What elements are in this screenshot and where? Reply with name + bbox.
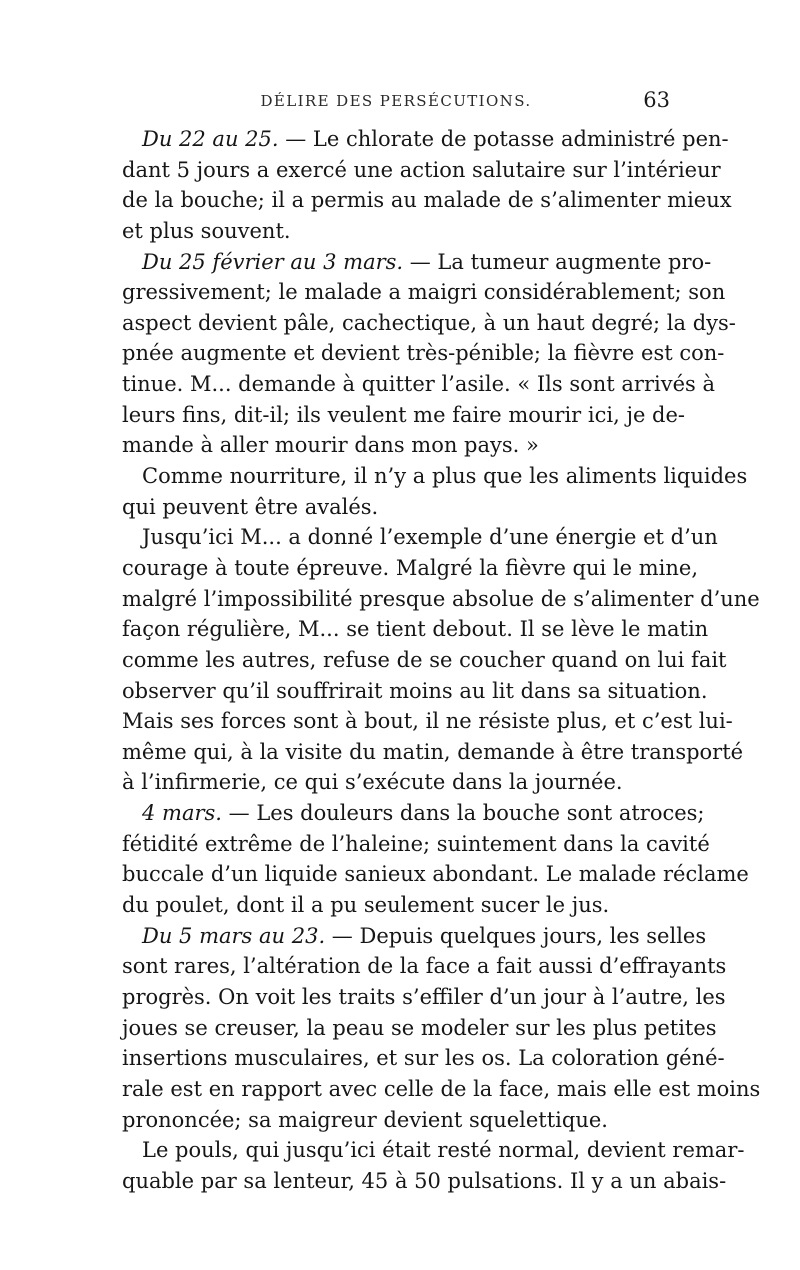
entry-date: Du 22 au 25. <box>142 127 279 151</box>
text-line <box>122 706 733 737</box>
line-text: dant 5 jours a exercé une action salutaire sur l’intérieur <box>122 157 721 182</box>
line-text: gressivement; le malade a maigri considérablement; son <box>122 280 726 305</box>
line-text: fétidité extrême de l’haleine; suintement dans la cavité <box>122 831 710 856</box>
text-line <box>122 308 736 339</box>
line-text: Comme nourriture, il n’y a plus que les aliments liquides <box>142 464 748 489</box>
entry-date: 4 mars. <box>142 801 222 826</box>
line-text: tinue. M... demande à quitter l’asile. « Ils sont arrivés à <box>122 372 715 397</box>
line-text: leurs fins, dit-il; ils veulent me faire mourir ici, je de- <box>122 402 686 427</box>
text-line <box>122 124 729 155</box>
text-line <box>122 247 712 278</box>
text-line <box>122 185 732 216</box>
text-line <box>122 338 725 369</box>
line-text: — Les douleurs dans la bouche sont atroces; <box>221 801 705 826</box>
text-line <box>122 921 707 952</box>
text-line <box>122 737 744 768</box>
text-line <box>122 277 726 308</box>
entry-date: Du 5 mars au 23. <box>142 923 326 948</box>
text-line <box>122 584 760 615</box>
line-text: de la bouche; il a permis au malade de s’alimenter mieux <box>122 188 732 213</box>
line-text: façon régulière, M... se tient debout. Il se lève le matin <box>122 617 709 642</box>
text-line <box>122 400 686 431</box>
line-text: aspect devient pâle, cachectique, à un haut degré; la dys- <box>122 310 736 335</box>
line-text: progrès. On voit les traits s’effiler d’un jour à l’autre, les <box>122 984 726 1009</box>
text-line <box>122 982 726 1013</box>
line-text: sont rares, l’altération de la face a fait aussi d’effrayants <box>122 954 727 979</box>
text-line <box>122 1013 717 1044</box>
line-text: Le pouls, qui jusqu’ici était resté normal, devient remar- <box>142 1138 745 1163</box>
text-line <box>122 216 670 247</box>
text-line <box>122 829 710 860</box>
text-line <box>122 859 749 890</box>
text-line <box>122 155 721 186</box>
text-line <box>122 1043 725 1074</box>
text-line <box>122 1074 761 1105</box>
line-text: malgré l’impossibilité presque absolue de s’alimenter d’une <box>122 586 760 611</box>
line-text: quable par sa lenteur, 45 à 50 pulsations. Il y a un abais- <box>122 1168 727 1193</box>
text-line <box>122 522 718 553</box>
line-text: — Depuis quelques jours, les selles <box>325 923 707 948</box>
page-number: 63 <box>643 88 670 112</box>
line-text: observer qu’il souffrirait moins au lit dans sa situation. <box>122 678 708 703</box>
page-header <box>122 88 670 118</box>
line-text: mande à aller mourir dans mon pays. » <box>122 433 539 458</box>
text-line <box>122 492 670 523</box>
text-line <box>122 1166 727 1197</box>
text-line <box>122 676 708 707</box>
line-text: insertions musculaires, et sur les os. La coloration géné- <box>122 1046 725 1071</box>
line-text: et plus souvent. <box>122 218 291 243</box>
line-text: — Le chlorate de potasse administré pen- <box>278 127 729 151</box>
entry-date: Du 25 février au 3 mars. <box>142 249 404 274</box>
line-text: rale est en rapport avec celle de la face, mais elle est moins <box>122 1076 761 1101</box>
running-title: DÉLIRE DES PERSÉCUTIONS. <box>260 92 532 110</box>
text-line <box>122 614 709 645</box>
line-text: à l’infirmerie, ce qui s’exécute dans la journée. <box>122 770 623 795</box>
text-line <box>122 645 727 676</box>
text-line <box>122 369 715 400</box>
line-text: qui peuvent être avalés. <box>122 494 379 519</box>
text-line <box>122 1105 670 1136</box>
line-text: buccale d’un liquide sanieux abondant. Le malade réclame <box>122 862 749 887</box>
body-text <box>122 124 761 1196</box>
text-line <box>122 951 727 982</box>
text-line <box>122 461 748 492</box>
line-text: prononcée; sa maigreur devient squelettique. <box>122 1107 608 1132</box>
line-text: courage à toute épreuve. Malgré la fièvre qui le mine, <box>122 555 698 580</box>
line-text: joues se creuser, la peau se modeler sur les plus petites <box>122 1015 717 1040</box>
line-text: comme les autres, refuse de se coucher quand on lui fait <box>122 647 727 672</box>
line-text: — La tumeur augmente pro- <box>403 249 712 274</box>
text-line <box>122 767 670 798</box>
text-line <box>122 890 670 921</box>
line-text: Jusqu’ici M... a donné l’exemple d’une énergie et d’un <box>142 525 718 550</box>
line-text: même qui, à la visite du matin, demande à être transporté <box>122 739 744 764</box>
text-line <box>122 553 698 584</box>
text-line <box>122 430 670 461</box>
text-line <box>122 1135 745 1166</box>
line-text: Mais ses forces sont à bout, il ne résiste plus, et c’est lui- <box>122 709 733 734</box>
line-text: pnée augmente et devient très-pénible; la fièvre est con- <box>122 341 725 366</box>
line-text: du poulet, dont il a pu seulement sucer le jus. <box>122 893 610 918</box>
text-line <box>122 798 705 829</box>
